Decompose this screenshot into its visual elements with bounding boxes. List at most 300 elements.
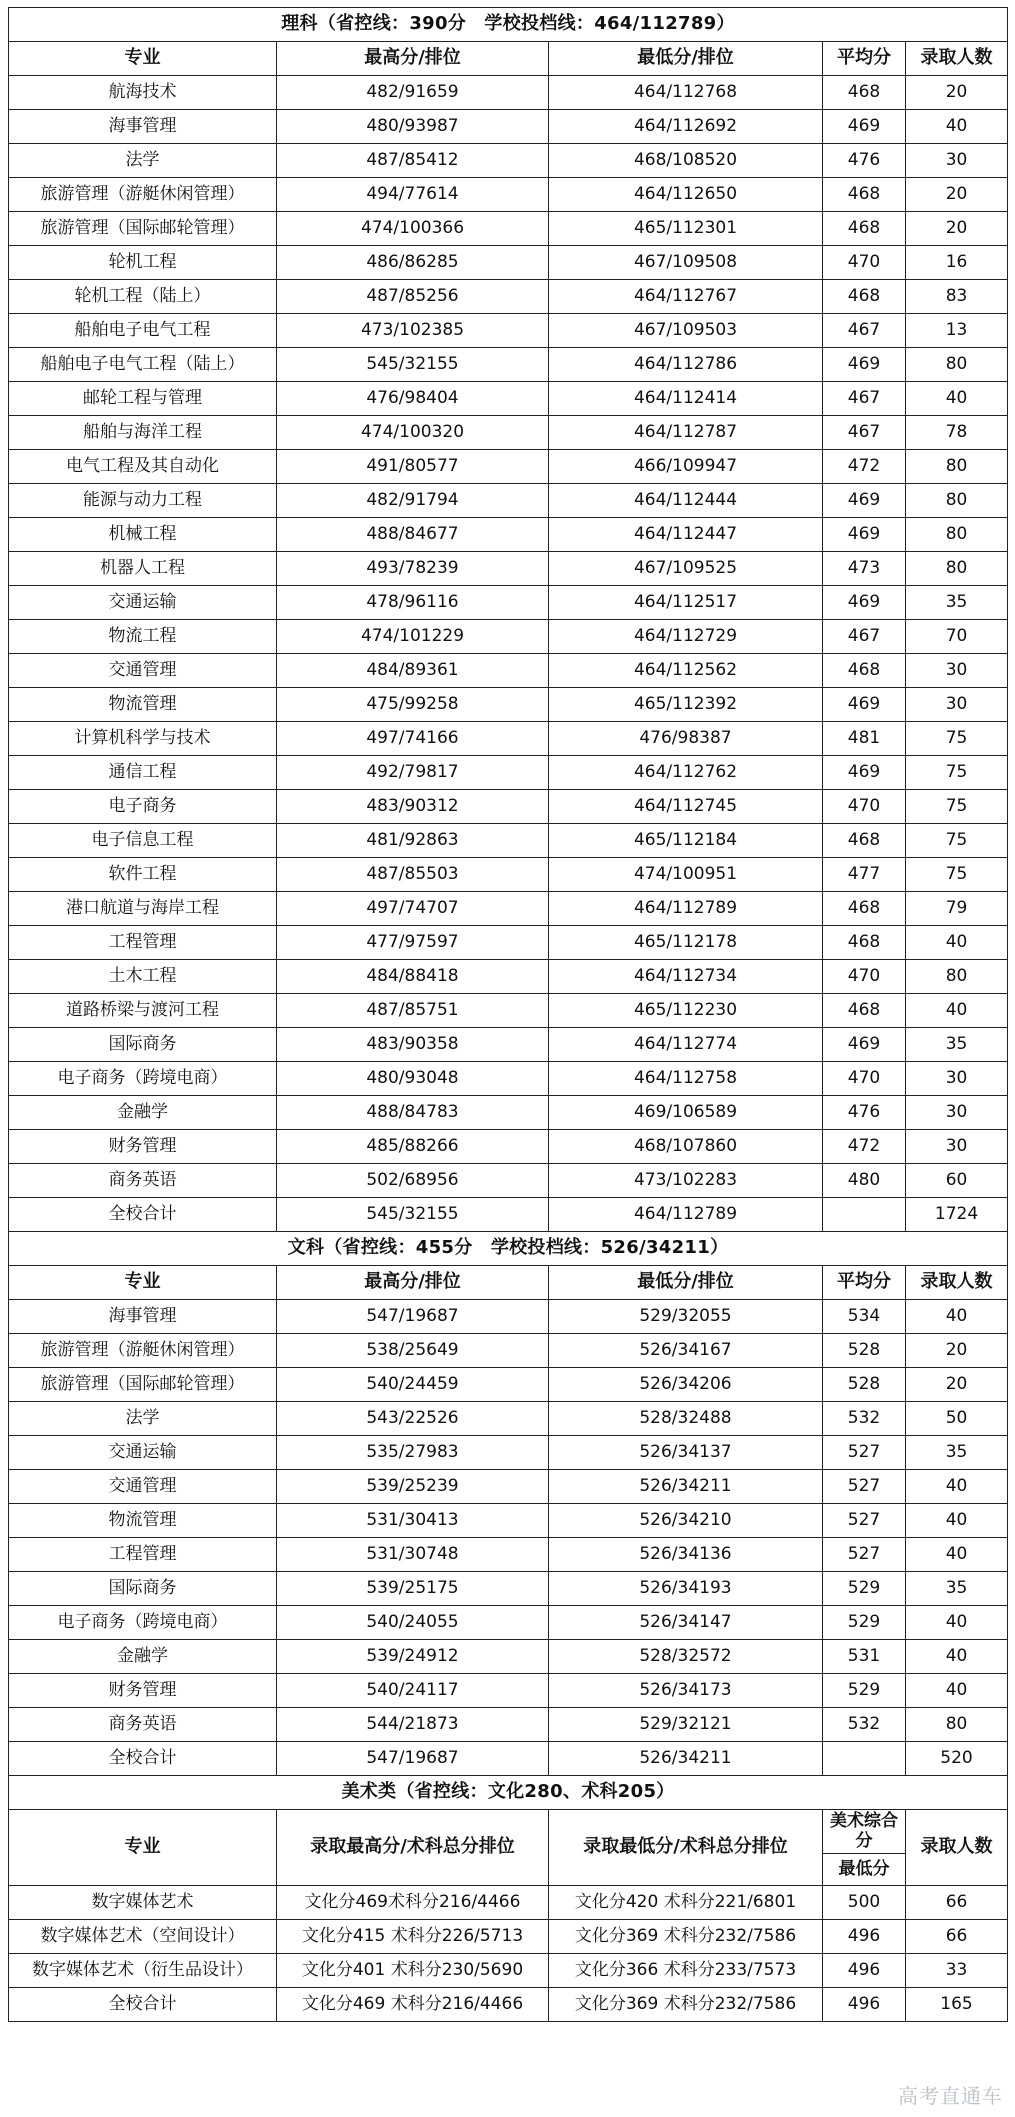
admitted-count-cell: 40 <box>906 1504 1008 1538</box>
table-row <box>9 1470 1008 1504</box>
admitted-count-cell: 35 <box>906 1572 1008 1606</box>
major-cell: 全校合计 <box>9 1988 277 2022</box>
average-score-cell: 496 <box>823 1920 906 1954</box>
max-score-rank-cell: 476/98404 <box>277 382 549 416</box>
admitted-count-cell: 35 <box>906 1436 1008 1470</box>
min-score-rank-cell: 464/112444 <box>549 484 823 518</box>
average-score-cell: 469 <box>823 1028 906 1062</box>
admitted-count-cell: 30 <box>906 1062 1008 1096</box>
science-header-row <box>9 42 1008 76</box>
major-cell: 物流管理 <box>9 1504 277 1538</box>
max-score-rank-cell: 484/88418 <box>277 960 549 994</box>
major-cell: 电子商务（跨境电商） <box>9 1062 277 1096</box>
max-score-rank-cell: 文化分469 术科分216/4466 <box>277 1988 549 2022</box>
average-score-cell: 534 <box>823 1300 906 1334</box>
major-cell: 旅游管理（国际邮轮管理） <box>9 1368 277 1402</box>
min-score-rank-cell: 464/112787 <box>549 416 823 450</box>
average-score-cell: 470 <box>823 1062 906 1096</box>
table-row <box>9 76 1008 110</box>
admitted-count-cell: 35 <box>906 586 1008 620</box>
average-score-cell: 476 <box>823 144 906 178</box>
table-row <box>9 1954 1008 1988</box>
admitted-count-cell: 40 <box>906 1538 1008 1572</box>
admitted-count-cell: 75 <box>906 824 1008 858</box>
major-cell: 工程管理 <box>9 1538 277 1572</box>
major-cell: 电子商务（跨境电商） <box>9 1606 277 1640</box>
average-score-cell: 467 <box>823 382 906 416</box>
average-score-cell: 468 <box>823 994 906 1028</box>
table-row <box>9 1674 1008 1708</box>
table-row <box>9 246 1008 280</box>
table-row <box>9 1538 1008 1572</box>
art-section-title-row <box>9 1776 1008 1810</box>
major-cell: 全校合计 <box>9 1198 277 1232</box>
min-score-rank-cell: 526/34167 <box>549 1334 823 1368</box>
table-row <box>9 688 1008 722</box>
major-cell: 轮机工程 <box>9 246 277 280</box>
max-score-rank-cell: 543/22526 <box>277 1402 549 1436</box>
major-cell: 交通运输 <box>9 1436 277 1470</box>
max-score-rank-cell: 485/88266 <box>277 1130 549 1164</box>
average-score-cell: 480 <box>823 1164 906 1198</box>
table-row <box>9 960 1008 994</box>
min-score-rank-cell: 526/34136 <box>549 1538 823 1572</box>
max-score-rank-cell: 480/93987 <box>277 110 549 144</box>
admitted-count-cell: 40 <box>906 1606 1008 1640</box>
max-score-rank-cell: 481/92863 <box>277 824 549 858</box>
table-row <box>9 1300 1008 1334</box>
max-score-rank-cell: 483/90312 <box>277 790 549 824</box>
admitted-count-cell: 80 <box>906 450 1008 484</box>
min-score-rank-cell: 467/109525 <box>549 552 823 586</box>
max-score-rank-cell: 538/25649 <box>277 1334 549 1368</box>
min-score-rank-cell: 526/34211 <box>549 1742 823 1776</box>
max-score-rank-cell: 488/84783 <box>277 1096 549 1130</box>
max-score-rank-cell: 487/85256 <box>277 280 549 314</box>
average-score-cell: 469 <box>823 756 906 790</box>
table-row <box>9 790 1008 824</box>
major-cell: 船舶电子电气工程（陆上） <box>9 348 277 382</box>
max-score-rank-cell: 497/74707 <box>277 892 549 926</box>
admitted-count-cell: 75 <box>906 722 1008 756</box>
max-score-rank-cell: 547/19687 <box>277 1742 549 1776</box>
max-score-rank-cell: 497/74166 <box>277 722 549 756</box>
table-row <box>9 1606 1008 1640</box>
min-score-rank-cell: 464/112774 <box>549 1028 823 1062</box>
min-score-rank-cell: 464/112414 <box>549 382 823 416</box>
science-header-min-score-rank: 最低分/排位 <box>549 42 823 76</box>
average-score-cell <box>823 1198 906 1232</box>
average-score-cell: 529 <box>823 1606 906 1640</box>
table-row <box>9 1334 1008 1368</box>
major-cell: 物流工程 <box>9 620 277 654</box>
max-score-rank-cell: 531/30748 <box>277 1538 549 1572</box>
average-score-cell: 481 <box>823 722 906 756</box>
major-cell: 财务管理 <box>9 1130 277 1164</box>
average-score-cell: 528 <box>823 1334 906 1368</box>
min-score-rank-cell: 464/112692 <box>549 110 823 144</box>
admitted-count-cell: 80 <box>906 484 1008 518</box>
max-score-rank-cell: 482/91794 <box>277 484 549 518</box>
average-score-cell: 468 <box>823 892 906 926</box>
average-score-cell: 468 <box>823 654 906 688</box>
art-header-row-1 <box>9 1810 1008 1854</box>
admitted-count-cell: 75 <box>906 858 1008 892</box>
max-score-rank-cell: 487/85751 <box>277 994 549 1028</box>
major-cell: 航海技术 <box>9 76 277 110</box>
min-score-rank-cell: 464/112562 <box>549 654 823 688</box>
admitted-count-cell: 16 <box>906 246 1008 280</box>
art-section-title: 美术类（省控线：文化280、术科205） <box>9 1776 1008 1810</box>
max-score-rank-cell: 474/100320 <box>277 416 549 450</box>
average-score-cell: 477 <box>823 858 906 892</box>
average-score-cell: 532 <box>823 1402 906 1436</box>
average-score-cell: 467 <box>823 416 906 450</box>
art-header-admitted-count: 录取人数 <box>906 1810 1008 1886</box>
science-header-admitted-count: 录取人数 <box>906 42 1008 76</box>
liberal-total-row <box>9 1742 1008 1776</box>
liberal-header-admitted-count: 录取人数 <box>906 1266 1008 1300</box>
average-score-cell: 468 <box>823 824 906 858</box>
max-score-rank-cell: 493/78239 <box>277 552 549 586</box>
admitted-count-cell: 83 <box>906 280 1008 314</box>
table-row <box>9 1920 1008 1954</box>
admitted-count-cell: 33 <box>906 1954 1008 1988</box>
admitted-count-cell: 40 <box>906 1640 1008 1674</box>
min-score-rank-cell: 文化分420 术科分221/6801 <box>549 1886 823 1920</box>
min-score-rank-cell: 468/108520 <box>549 144 823 178</box>
max-score-rank-cell: 494/77614 <box>277 178 549 212</box>
average-score-cell: 468 <box>823 926 906 960</box>
min-score-rank-cell: 473/102283 <box>549 1164 823 1198</box>
major-cell: 电子商务 <box>9 790 277 824</box>
table-row <box>9 824 1008 858</box>
major-cell: 轮机工程（陆上） <box>9 280 277 314</box>
max-score-rank-cell: 547/19687 <box>277 1300 549 1334</box>
table-row <box>9 1402 1008 1436</box>
average-score-cell: 469 <box>823 518 906 552</box>
average-score-cell: 527 <box>823 1504 906 1538</box>
min-score-rank-cell: 465/112184 <box>549 824 823 858</box>
max-score-rank-cell: 531/30413 <box>277 1504 549 1538</box>
average-score-cell: 468 <box>823 280 906 314</box>
table-row <box>9 178 1008 212</box>
min-score-rank-cell: 526/34211 <box>549 1470 823 1504</box>
major-cell: 数字媒体艺术（衍生品设计） <box>9 1954 277 1988</box>
max-score-rank-cell: 文化分469术科分216/4466 <box>277 1886 549 1920</box>
major-cell: 通信工程 <box>9 756 277 790</box>
admission-table-body <box>9 8 1008 2022</box>
major-cell: 机械工程 <box>9 518 277 552</box>
table-row <box>9 1708 1008 1742</box>
average-score-cell: 473 <box>823 552 906 586</box>
max-score-rank-cell: 484/89361 <box>277 654 549 688</box>
min-score-rank-cell: 476/98387 <box>549 722 823 756</box>
min-score-rank-cell: 464/112768 <box>549 76 823 110</box>
admitted-count-cell: 80 <box>906 552 1008 586</box>
table-row <box>9 1096 1008 1130</box>
table-row <box>9 620 1008 654</box>
major-cell: 国际商务 <box>9 1572 277 1606</box>
admitted-count-cell: 30 <box>906 144 1008 178</box>
major-cell: 交通管理 <box>9 1470 277 1504</box>
min-score-rank-cell: 464/112789 <box>549 1198 823 1232</box>
art-header-max-score-rank: 录取最高分/术科总分排位 <box>277 1810 549 1886</box>
min-score-rank-cell: 464/112650 <box>549 178 823 212</box>
max-score-rank-cell: 474/101229 <box>277 620 549 654</box>
min-score-rank-cell: 526/34210 <box>549 1504 823 1538</box>
liberal-header-max-score-rank: 最高分/排位 <box>277 1266 549 1300</box>
major-cell: 交通运输 <box>9 586 277 620</box>
max-score-rank-cell: 535/27983 <box>277 1436 549 1470</box>
average-score-cell: 469 <box>823 688 906 722</box>
admitted-count-cell: 66 <box>906 1920 1008 1954</box>
admission-scores-document <box>8 7 1007 2022</box>
table-row <box>9 1436 1008 1470</box>
min-score-rank-cell: 464/112758 <box>549 1062 823 1096</box>
science-header-max-score-rank: 最高分/排位 <box>277 42 549 76</box>
min-score-rank-cell: 464/112729 <box>549 620 823 654</box>
major-cell: 数字媒体艺术（空间设计） <box>9 1920 277 1954</box>
admitted-count-cell: 80 <box>906 1708 1008 1742</box>
average-score-cell: 496 <box>823 1988 906 2022</box>
max-score-rank-cell: 487/85412 <box>277 144 549 178</box>
admitted-count-cell: 35 <box>906 1028 1008 1062</box>
table-row <box>9 1572 1008 1606</box>
admitted-count-cell: 13 <box>906 314 1008 348</box>
average-score-cell: 468 <box>823 178 906 212</box>
table-row <box>9 892 1008 926</box>
max-score-rank-cell: 545/32155 <box>277 1198 549 1232</box>
min-score-rank-cell: 526/34193 <box>549 1572 823 1606</box>
major-cell: 电气工程及其自动化 <box>9 450 277 484</box>
min-score-rank-cell: 464/112517 <box>549 586 823 620</box>
min-score-rank-cell: 468/107860 <box>549 1130 823 1164</box>
table-row <box>9 994 1008 1028</box>
min-score-rank-cell: 528/32488 <box>549 1402 823 1436</box>
table-row <box>9 484 1008 518</box>
art-header-major: 专业 <box>9 1810 277 1886</box>
table-row <box>9 1886 1008 1920</box>
admission-table <box>8 7 1008 2022</box>
table-row <box>9 586 1008 620</box>
min-score-rank-cell: 526/34137 <box>549 1436 823 1470</box>
average-score-cell: 529 <box>823 1674 906 1708</box>
min-score-rank-cell: 465/112301 <box>549 212 823 246</box>
average-score-cell: 470 <box>823 790 906 824</box>
major-cell: 法学 <box>9 144 277 178</box>
major-cell: 船舶电子电气工程 <box>9 314 277 348</box>
table-row <box>9 416 1008 450</box>
average-score-cell: 476 <box>823 1096 906 1130</box>
major-cell: 旅游管理（游艇休闲管理） <box>9 1334 277 1368</box>
admitted-count-cell: 40 <box>906 1470 1008 1504</box>
admitted-count-cell: 40 <box>906 110 1008 144</box>
max-score-rank-cell: 539/24912 <box>277 1640 549 1674</box>
liberal-header-min-score-rank: 最低分/排位 <box>549 1266 823 1300</box>
average-score-cell: 469 <box>823 484 906 518</box>
liberal-section-title-row <box>9 1232 1008 1266</box>
average-score-cell <box>823 1742 906 1776</box>
major-cell: 法学 <box>9 1402 277 1436</box>
admitted-count-cell: 20 <box>906 212 1008 246</box>
table-row <box>9 144 1008 178</box>
admitted-count-cell: 520 <box>906 1742 1008 1776</box>
max-score-rank-cell: 540/24055 <box>277 1606 549 1640</box>
table-row <box>9 110 1008 144</box>
table-row <box>9 382 1008 416</box>
admitted-count-cell: 30 <box>906 654 1008 688</box>
major-cell: 土木工程 <box>9 960 277 994</box>
major-cell: 全校合计 <box>9 1742 277 1776</box>
table-row <box>9 314 1008 348</box>
major-cell: 商务英语 <box>9 1164 277 1198</box>
admitted-count-cell: 66 <box>906 1886 1008 1920</box>
liberal-section-title: 文科（省控线：455分 学校投档线：526/34211） <box>9 1232 1008 1266</box>
min-score-rank-cell: 464/112734 <box>549 960 823 994</box>
science-header-major: 专业 <box>9 42 277 76</box>
table-row <box>9 212 1008 246</box>
table-row <box>9 756 1008 790</box>
min-score-rank-cell: 465/112230 <box>549 994 823 1028</box>
science-section-title: 理科（省控线：390分 学校投档线：464/112789） <box>9 8 1008 42</box>
admitted-count-cell: 50 <box>906 1402 1008 1436</box>
table-row <box>9 518 1008 552</box>
average-score-cell: 528 <box>823 1368 906 1402</box>
min-score-rank-cell: 465/112392 <box>549 688 823 722</box>
table-row <box>9 926 1008 960</box>
min-score-rank-cell: 526/34147 <box>549 1606 823 1640</box>
min-score-rank-cell: 文化分366 术科分233/7573 <box>549 1954 823 1988</box>
major-cell: 物流管理 <box>9 688 277 722</box>
average-score-cell: 469 <box>823 586 906 620</box>
min-score-rank-cell: 529/32121 <box>549 1708 823 1742</box>
admitted-count-cell: 20 <box>906 1368 1008 1402</box>
max-score-rank-cell: 文化分415 术科分226/5713 <box>277 1920 549 1954</box>
average-score-cell: 527 <box>823 1436 906 1470</box>
max-score-rank-cell: 486/86285 <box>277 246 549 280</box>
max-score-rank-cell: 474/100366 <box>277 212 549 246</box>
min-score-rank-cell: 529/32055 <box>549 1300 823 1334</box>
max-score-rank-cell: 482/91659 <box>277 76 549 110</box>
average-score-cell: 468 <box>823 76 906 110</box>
average-score-cell: 470 <box>823 960 906 994</box>
average-score-cell: 470 <box>823 246 906 280</box>
art-header-composite-score: 美术综合分 <box>823 1810 906 1854</box>
major-cell: 软件工程 <box>9 858 277 892</box>
admitted-count-cell: 20 <box>906 1334 1008 1368</box>
major-cell: 数字媒体艺术 <box>9 1886 277 1920</box>
max-score-rank-cell: 502/68956 <box>277 1164 549 1198</box>
min-score-rank-cell: 464/112745 <box>549 790 823 824</box>
admitted-count-cell: 165 <box>906 1988 1008 2022</box>
science-header-average-score: 平均分 <box>823 42 906 76</box>
major-cell: 金融学 <box>9 1640 277 1674</box>
min-score-rank-cell: 528/32572 <box>549 1640 823 1674</box>
major-cell: 海事管理 <box>9 1300 277 1334</box>
max-score-rank-cell: 477/97597 <box>277 926 549 960</box>
max-score-rank-cell: 473/102385 <box>277 314 549 348</box>
table-row <box>9 1130 1008 1164</box>
table-row <box>9 1062 1008 1096</box>
table-row <box>9 450 1008 484</box>
min-score-rank-cell: 464/112447 <box>549 518 823 552</box>
min-score-rank-cell: 474/100951 <box>549 858 823 892</box>
admitted-count-cell: 20 <box>906 178 1008 212</box>
table-row <box>9 858 1008 892</box>
major-cell: 财务管理 <box>9 1674 277 1708</box>
admitted-count-cell: 40 <box>906 382 1008 416</box>
min-score-rank-cell: 464/112789 <box>549 892 823 926</box>
liberal-header-major: 专业 <box>9 1266 277 1300</box>
average-score-cell: 531 <box>823 1640 906 1674</box>
admitted-count-cell: 60 <box>906 1164 1008 1198</box>
science-total-row <box>9 1198 1008 1232</box>
table-row <box>9 280 1008 314</box>
table-row <box>9 1028 1008 1062</box>
max-score-rank-cell: 492/79817 <box>277 756 549 790</box>
major-cell: 计算机科学与技术 <box>9 722 277 756</box>
min-score-rank-cell: 465/112178 <box>549 926 823 960</box>
min-score-rank-cell: 466/109947 <box>549 450 823 484</box>
admitted-count-cell: 40 <box>906 1300 1008 1334</box>
major-cell: 海事管理 <box>9 110 277 144</box>
table-row <box>9 348 1008 382</box>
average-score-cell: 467 <box>823 620 906 654</box>
major-cell: 道路桥梁与渡河工程 <box>9 994 277 1028</box>
average-score-cell: 472 <box>823 1130 906 1164</box>
major-cell: 商务英语 <box>9 1708 277 1742</box>
art-header-min-score-rank: 录取最低分/术科总分排位 <box>549 1810 823 1886</box>
watermark: 高考直通车 <box>898 2084 1003 2108</box>
admitted-count-cell: 75 <box>906 756 1008 790</box>
average-score-cell: 527 <box>823 1538 906 1572</box>
liberal-header-average-score: 平均分 <box>823 1266 906 1300</box>
admitted-count-cell: 40 <box>906 994 1008 1028</box>
max-score-rank-cell: 491/80577 <box>277 450 549 484</box>
major-cell: 国际商务 <box>9 1028 277 1062</box>
average-score-cell: 532 <box>823 1708 906 1742</box>
average-score-cell: 468 <box>823 212 906 246</box>
average-score-cell: 500 <box>823 1886 906 1920</box>
max-score-rank-cell: 544/21873 <box>277 1708 549 1742</box>
max-score-rank-cell: 540/24117 <box>277 1674 549 1708</box>
table-row <box>9 654 1008 688</box>
major-cell: 交通管理 <box>9 654 277 688</box>
min-score-rank-cell: 469/106589 <box>549 1096 823 1130</box>
min-score-rank-cell: 467/109503 <box>549 314 823 348</box>
admitted-count-cell: 79 <box>906 892 1008 926</box>
min-score-rank-cell: 464/112786 <box>549 348 823 382</box>
min-score-rank-cell: 文化分369 术科分232/7586 <box>549 1988 823 2022</box>
table-row <box>9 1164 1008 1198</box>
max-score-rank-cell: 540/24459 <box>277 1368 549 1402</box>
admitted-count-cell: 30 <box>906 1130 1008 1164</box>
max-score-rank-cell: 475/99258 <box>277 688 549 722</box>
science-section-title-row <box>9 8 1008 42</box>
admitted-count-cell: 70 <box>906 620 1008 654</box>
average-score-cell: 529 <box>823 1572 906 1606</box>
major-cell: 邮轮工程与管理 <box>9 382 277 416</box>
admitted-count-cell: 80 <box>906 518 1008 552</box>
admitted-count-cell: 75 <box>906 790 1008 824</box>
average-score-cell: 496 <box>823 1954 906 1988</box>
average-score-cell: 469 <box>823 110 906 144</box>
average-score-cell: 472 <box>823 450 906 484</box>
major-cell: 港口航道与海岸工程 <box>9 892 277 926</box>
liberal-header-row <box>9 1266 1008 1300</box>
min-score-rank-cell: 526/34206 <box>549 1368 823 1402</box>
